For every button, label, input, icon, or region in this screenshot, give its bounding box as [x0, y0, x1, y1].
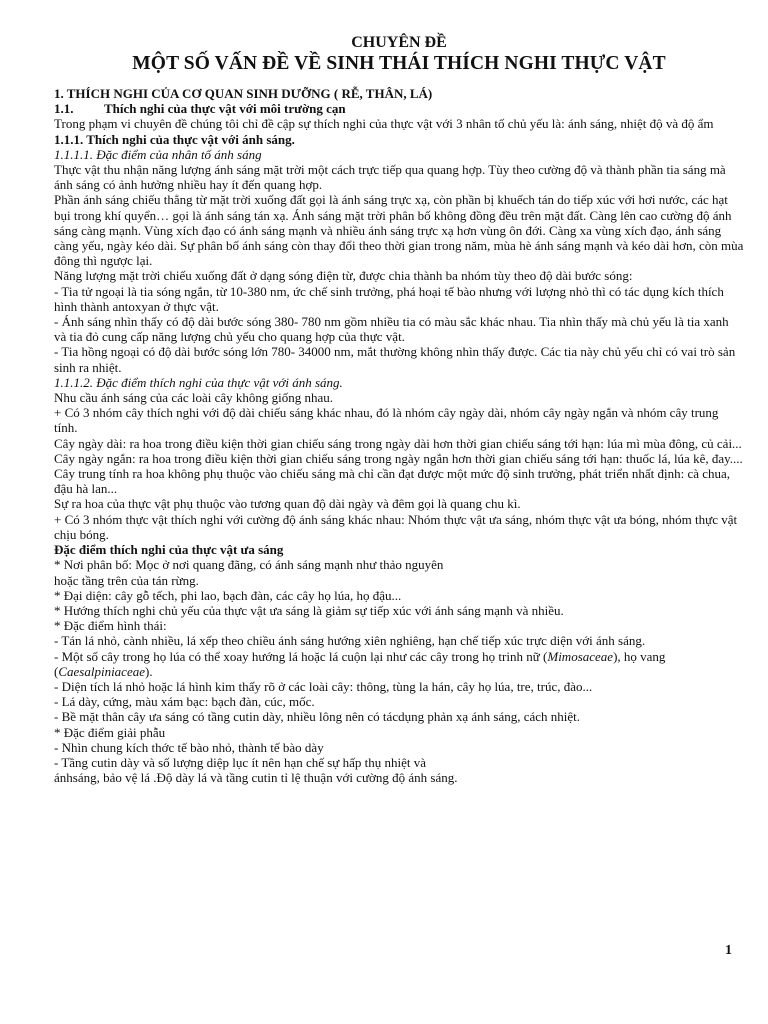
paragraph: Thực vật thu nhận năng lượng ánh sáng mặt trời một cách trực tiếp qua quang hợp. Tùy theo cường độ và thành phần tia sáng mà ánh sáng có ảnh hưởng nhiều hay ít đến quang hợp. — [54, 162, 726, 193]
paragraph: * Đại diện: cây gỗ tếch, phi lao, bạch đàn, các cây họ lúa, họ đậu... — [54, 587, 402, 603]
paragraph: Cây trung tính ra hoa không phụ thuộc vào chiếu sáng mà chỉ cần đạt được một mức độ sinh trưởng, phát triển nhất định: cà chua, đậu hà lan... — [54, 466, 731, 497]
paragraph: hoặc tầng trên của tán rừng. — [54, 572, 199, 588]
paragraph: 1.1.1. Thích nghi của thực vật với ánh sáng. — [54, 131, 295, 147]
paragraph: - Tán lá nhỏ, cành nhiều, lá xếp theo chiều ánh sáng hướng xiên nghiêng, hạn chế tiếp xúc trực diện với ánh sáng. — [54, 633, 646, 649]
paragraph: - Ánh sáng nhìn thấy có độ dài bước sóng 380- 780 nm gồm nhiều tia có màu sắc khác nhau. Tia nhìn thấy mà chủ yếu là tia xanh và tia đỏ cung cấp năng lượng chủ yếu cho quang hợp của thực vật. — [54, 314, 729, 345]
paragraph: + Có 3 nhóm thực vật thích nghi với cường độ ánh sáng khác nhau: Nhóm thực vật ưa sáng, nhóm thực vật ưa bóng, nhóm thực vật chịu bóng. — [54, 511, 738, 542]
section-number: 1.1. — [54, 101, 74, 117]
paragraph: * Nơi phân bố: Mọc ở nơi quang đãng, có ánh sáng mạnh như thảo nguyên — [54, 557, 444, 573]
paragraph: 1. THÍCH NGHI CỦA CƠ QUAN SINH DƯỠNG ( RỄ, THÂN, LÁ) — [54, 86, 433, 101]
paragraph: 1.1.1.1. Đặc điểm của nhân tố ánh sáng — [54, 146, 262, 162]
paragraph: + Có 3 nhóm cây thích nghi với độ dài chiếu sáng khác nhau, đó là nhóm cây ngày dài, nhóm cây ngày ngắn và nhóm cây trung tính. — [54, 405, 719, 436]
paragraph: Đặc điểm thích nghi của thực vật ưa sáng — [54, 542, 284, 558]
paragraph — [54, 649, 744, 679]
paragraph: - Tia hồng ngoại có độ dài bước sóng lớn 780- 34000 nm, mắt thường không nhìn thấy được. Các tia này chủ yếu chỉ có vai trò sản sinh ra nhiệt. — [54, 344, 736, 375]
text-run: - Một số cây trong họ lúa có thể xoay hướng lá hoặc lá cuộn lại như các cây trong họ trinh nữ ( — [54, 648, 548, 664]
paragraph: * Đặc điểm hình thái: — [54, 618, 167, 634]
doc-title-label: CHUYÊN ĐỀ — [351, 34, 447, 51]
paragraph: Cây ngày dài: ra hoa trong điều kiện thời gian chiếu sáng trong ngày dài hơn thời gian chiếu sáng tới hạn: lúa mì mùa đông, củ cải... — [54, 435, 742, 451]
paragraph: - Diện tích lá nhỏ hoặc lá hình kim thấy rõ ở các loài cây: thông, tùng la hán, cây họ lúa, tre, trúc, đào... — [54, 678, 593, 694]
paragraph: - Nhìn chung kích thớc tế bào nhỏ, thành tế bào dày — [54, 739, 324, 755]
paragraph: 1.1.1.2. Đặc điểm thích nghi của thực vật với ánh sáng. — [54, 374, 343, 390]
paragraph: * Hướng thích nghi chủ yếu của thực vật ưa sáng là giảm sự tiếp xúc với ánh sáng mạnh và nhiều. — [54, 602, 564, 618]
section-heading: Thích nghi của thực vật với môi trường cạn — [104, 101, 346, 117]
paragraph: - Tia tử ngoại là tia sóng ngắn, từ 10-380 nm, ức chế sinh trưởng, phá hoại tế bào nhưng với lượng nhỏ thì có tác dụng kích thích hình thành antoxyan ở thực vật. — [54, 283, 724, 314]
paragraph: Sự ra hoa của thực vật phụ thuộc vào tương quan độ dài ngày và đêm gọi là quang chu kì. — [54, 496, 521, 512]
paragraph: - Lá dày, cứng, màu xám bạc: bạch đàn, cúc, mốc. — [54, 694, 315, 710]
document-page — [54, 30, 744, 785]
page-number: 1 — [725, 943, 732, 958]
paragraph: - Bề mặt thân cây ưa sáng có tầng cutin dày, nhiều lông nên có tácdụng phản xạ ánh sáng, cách nhiệt. — [54, 709, 581, 725]
text-run: ). — [145, 663, 153, 679]
paragraph: Trong phạm vi chuyên đề chúng tôi chỉ đề cập sự thích nghi của thực vật với 3 nhân tố chủ yếu là: ánh sáng, nhiệt độ và độ ẩm — [54, 116, 714, 132]
doc-title: MỘT SỐ VẤN ĐỀ VỀ SINH THÁI THÍCH NGHI THỰC VẬT — [132, 53, 666, 74]
italic-term: Caesalpiniaceae — [58, 663, 145, 679]
paragraph: ánhsáng, bảo vệ lá .Độ dày lá và tầng cutin tỉ lệ thuận với cường độ ánh sáng. — [54, 770, 458, 786]
document-body — [54, 86, 744, 785]
paragraph: Nhu cầu ánh sáng của các loài cây không giống nhau. — [54, 390, 334, 406]
paragraph: * Đặc điểm giải phẫu — [54, 724, 166, 740]
text-run: ), họ vang ( — [54, 648, 666, 679]
paragraph: Năng lượng mặt trời chiếu xuống đất ở dạng sóng điện từ, được chia thành ba nhóm tùy theo độ dài bước sóng: — [54, 268, 633, 284]
paragraph — [54, 101, 744, 116]
italic-term: Mimosaceae — [547, 648, 614, 664]
paragraph: - Tầng cutin dày và số lượng diệp lục ít nên hạn chế sự hấp thụ nhiệt và — [54, 754, 426, 770]
paragraph: Phần ánh sáng chiếu thẳng từ mặt trời xuống đất gọi là ánh sáng trực xạ, còn phần bị khuếch tán do tiếp xúc với hơi nước, các hạt bụi trong khí quyển… gọi là ánh sáng tán xạ. Ánh sáng mặt trời phân bố không đồng đều trên mặt đất. Càng lên cao cường độ ánh sáng càng mạnh. Vùng xích đạo có ánh sáng mạnh và nhiều ánh sáng trực xạ hơn vùng ôn đới. Càng xa vùng xích đạo, ánh sáng càng yếu, ngày kéo dài. Sự phân bố ánh sáng còn thay đổi theo thời gian trong năm, mùa hè ánh sáng mạnh và kéo dài hơn, còn mùa đông thì ngược lại. — [54, 192, 744, 269]
paragraph: Cây ngày ngắn: ra hoa trong điều kiện thời gian chiếu sáng trong ngày ngắn hơn thời gian chiếu sáng tới hạn: thuốc lá, lúa kê, đay.... — [54, 450, 743, 466]
